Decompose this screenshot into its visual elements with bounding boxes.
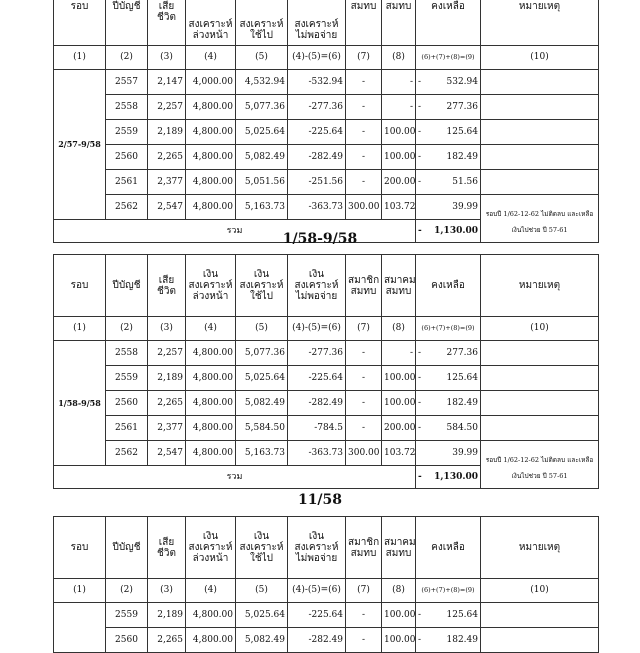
year-cell: 2561 bbox=[106, 170, 148, 195]
colnum: (6)+(7)+(8)=(9) bbox=[416, 317, 481, 341]
member-cell: - bbox=[346, 341, 382, 366]
used-cell: 5,082.49 bbox=[236, 145, 288, 170]
advance-cell: 4,800.00 bbox=[186, 441, 236, 466]
colnum: (1) bbox=[54, 317, 106, 341]
death-cell: 2,189 bbox=[148, 603, 186, 628]
table-row bbox=[54, 95, 599, 120]
used-cell: 5,077.36 bbox=[236, 341, 288, 366]
colnum: (4)-(5)=(6) bbox=[288, 317, 346, 341]
death-cell: 2,377 bbox=[148, 416, 186, 441]
col-advance-header: สงเคราะห์ ล่วงหน้า bbox=[186, 0, 236, 46]
used-cell: 5,025.64 bbox=[236, 366, 288, 391]
colnum: (8) bbox=[382, 579, 416, 603]
used-cell: 5,077.36 bbox=[236, 95, 288, 120]
short-cell: -532.94 bbox=[288, 70, 346, 95]
advance-cell: 4,800.00 bbox=[186, 603, 236, 628]
col-remain-header: คงเหลือ bbox=[416, 0, 481, 46]
sum-label: รวม bbox=[54, 466, 416, 489]
col-death-header: เสียชีวิต bbox=[148, 0, 186, 46]
table-2-57-9-58 bbox=[53, 0, 599, 243]
death-cell: 2,189 bbox=[148, 120, 186, 145]
col-advance-header: เงิน สงเคราะห์ ล่วงหน้า bbox=[186, 255, 236, 317]
table-row bbox=[54, 416, 599, 441]
remain-cell: - 51.56 bbox=[416, 170, 481, 195]
rob-cell bbox=[54, 603, 106, 653]
short-cell: -282.49 bbox=[288, 628, 346, 653]
colnum: (6)+(7)+(8)=(9) bbox=[416, 579, 481, 603]
colnum: (7) bbox=[346, 46, 382, 70]
col-year-header: ปีบัญชี bbox=[106, 255, 148, 317]
member-cell: - bbox=[346, 366, 382, 391]
table-row bbox=[54, 366, 599, 391]
remain-cell: - 125.64 bbox=[416, 603, 481, 628]
year-cell: 2562 bbox=[106, 195, 148, 220]
short-cell: -225.64 bbox=[288, 603, 346, 628]
assoc-cell: 100.00 bbox=[382, 120, 416, 145]
colnum-row bbox=[54, 46, 599, 70]
colnum: (8) bbox=[382, 46, 416, 70]
col-used-header: เงิน สงเคราะห์ ใช้ไป bbox=[236, 517, 288, 579]
colnum: (3) bbox=[148, 579, 186, 603]
table-row bbox=[54, 120, 599, 145]
assoc-cell: - bbox=[382, 341, 416, 366]
death-cell: 2,265 bbox=[148, 628, 186, 653]
table-row bbox=[54, 391, 599, 416]
short-cell: -277.36 bbox=[288, 341, 346, 366]
col-short-header: เงิน สงเคราะห์ ไม่พอจ่าย bbox=[288, 517, 346, 579]
remain-cell: - 532.94 bbox=[416, 70, 481, 95]
year-cell: 2557 bbox=[106, 70, 148, 95]
header-row bbox=[54, 0, 599, 46]
member-cell: - bbox=[346, 628, 382, 653]
member-cell: - bbox=[346, 391, 382, 416]
death-cell: 2,547 bbox=[148, 441, 186, 466]
assoc-cell: 103.72 bbox=[382, 441, 416, 466]
short-cell: -225.64 bbox=[288, 366, 346, 391]
section-title-1-58-9-58: 1/58-9/58 bbox=[282, 231, 358, 247]
member-cell: 300.00 bbox=[346, 195, 382, 220]
table-11-58 bbox=[53, 516, 599, 653]
advance-cell: 4,800.00 bbox=[186, 366, 236, 391]
colnum: (3) bbox=[148, 317, 186, 341]
col-advance-header: เงิน สงเคราะห์ ล่วงหน้า bbox=[186, 517, 236, 579]
colnum-row bbox=[54, 317, 599, 341]
colnum: (1) bbox=[54, 46, 106, 70]
colnum: (4) bbox=[186, 579, 236, 603]
col-short-header: เงิน สงเคราะห์ ไม่พอจ่าย bbox=[288, 255, 346, 317]
col-death-header: เสียชีวิต bbox=[148, 517, 186, 579]
member-cell: - bbox=[346, 416, 382, 441]
remain-cell: 39.99 bbox=[416, 195, 481, 220]
col-used-header: สงเคราะห์ ใช้ไป bbox=[236, 0, 288, 46]
table-row bbox=[54, 441, 599, 466]
colnum: (6)+(7)+(8)=(9) bbox=[416, 46, 481, 70]
sum-label: รวม bbox=[54, 220, 416, 243]
assoc-cell: - bbox=[382, 70, 416, 95]
advance-cell: 4,800.00 bbox=[186, 120, 236, 145]
sum-value-cell: - 1,130.00 bbox=[416, 220, 481, 243]
member-cell: 300.00 bbox=[346, 441, 382, 466]
colnum: (4)-(5)=(6) bbox=[288, 579, 346, 603]
year-cell: 2558 bbox=[106, 341, 148, 366]
remain-cell: 39.99 bbox=[416, 441, 481, 466]
death-cell: 2,377 bbox=[148, 170, 186, 195]
colnum-row bbox=[54, 579, 599, 603]
remain-cell: - 584.50 bbox=[416, 416, 481, 441]
colnum: (2) bbox=[106, 46, 148, 70]
colnum: (7) bbox=[346, 579, 382, 603]
assoc-cell: 100.00 bbox=[382, 145, 416, 170]
col-short-header: สงเคราะห์ ไม่พอจ่าย bbox=[288, 0, 346, 46]
short-cell: -363.73 bbox=[288, 195, 346, 220]
used-cell: 5,082.49 bbox=[236, 628, 288, 653]
assoc-cell: 103.72 bbox=[382, 195, 416, 220]
advance-cell: 4,800.00 bbox=[186, 145, 236, 170]
short-cell: -363.73 bbox=[288, 441, 346, 466]
note-cell bbox=[481, 603, 599, 628]
col-member-header: สมทบ bbox=[346, 0, 382, 46]
assoc-cell: 100.00 bbox=[382, 391, 416, 416]
note-cell: รอบปี 1/62-12-62 ไม่ติดลบ และเหลือ bbox=[481, 195, 599, 220]
remain-cell: - 125.64 bbox=[416, 120, 481, 145]
col-used-header: เงิน สงเคราะห์ ใช้ไป bbox=[236, 255, 288, 317]
col-member-header: สมาชิก สมทบ bbox=[346, 255, 382, 317]
member-cell: - bbox=[346, 95, 382, 120]
remain-cell: - 125.64 bbox=[416, 366, 481, 391]
colnum: (10) bbox=[481, 579, 599, 603]
remain-cell: - 182.49 bbox=[416, 391, 481, 416]
table-row bbox=[54, 70, 599, 95]
year-cell: 2560 bbox=[106, 628, 148, 653]
year-cell: 2559 bbox=[106, 603, 148, 628]
remain-cell: - 277.36 bbox=[416, 95, 481, 120]
col-year-header: ปีบัญชี bbox=[106, 517, 148, 579]
col-note-header: หมายเหตุ bbox=[481, 517, 599, 579]
year-cell: 2561 bbox=[106, 416, 148, 441]
member-cell: - bbox=[346, 70, 382, 95]
note-cell bbox=[481, 366, 599, 391]
note-cell bbox=[481, 120, 599, 145]
advance-cell: 4,800.00 bbox=[186, 95, 236, 120]
header-row bbox=[54, 517, 599, 579]
death-cell: 2,147 bbox=[148, 70, 186, 95]
colnum: (5) bbox=[236, 46, 288, 70]
table-row bbox=[54, 170, 599, 195]
rob-cell: 1/58-9/58 bbox=[54, 341, 106, 466]
member-cell: - bbox=[346, 145, 382, 170]
note-cell bbox=[481, 95, 599, 120]
used-cell: 5,163.73 bbox=[236, 195, 288, 220]
used-cell: 5,051.56 bbox=[236, 170, 288, 195]
used-cell: 5,025.64 bbox=[236, 603, 288, 628]
colnum: (4) bbox=[186, 46, 236, 70]
col-remain-header: คงเหลือ bbox=[416, 517, 481, 579]
colnum: (10) bbox=[481, 317, 599, 341]
note-cell bbox=[481, 416, 599, 441]
assoc-cell: - bbox=[382, 95, 416, 120]
assoc-cell: 100.00 bbox=[382, 603, 416, 628]
col-rob-header: รอบ bbox=[54, 255, 106, 317]
colnum: (4) bbox=[186, 317, 236, 341]
note-cell: รอบปี 1/62-12-62 ไม่ติดลบ และเหลือ bbox=[481, 441, 599, 466]
short-cell: -282.49 bbox=[288, 391, 346, 416]
assoc-cell: 200.00 bbox=[382, 170, 416, 195]
table-row bbox=[54, 603, 599, 628]
header-row bbox=[54, 255, 599, 317]
member-cell: - bbox=[346, 603, 382, 628]
note-cell bbox=[481, 341, 599, 366]
advance-cell: 4,800.00 bbox=[186, 195, 236, 220]
used-cell: 5,584.50 bbox=[236, 416, 288, 441]
table-row bbox=[54, 628, 599, 653]
member-cell: - bbox=[346, 170, 382, 195]
colnum: (3) bbox=[148, 46, 186, 70]
note-cell bbox=[481, 628, 599, 653]
death-cell: 2,257 bbox=[148, 341, 186, 366]
short-cell: -282.49 bbox=[288, 145, 346, 170]
short-cell: -251.56 bbox=[288, 170, 346, 195]
colnum: (1) bbox=[54, 579, 106, 603]
member-cell: - bbox=[346, 120, 382, 145]
assoc-cell: 100.00 bbox=[382, 366, 416, 391]
table-row bbox=[54, 145, 599, 170]
year-cell: 2559 bbox=[106, 120, 148, 145]
used-cell: 5,163.73 bbox=[236, 441, 288, 466]
rob-cell: 2/57-9/58 bbox=[54, 70, 106, 220]
section-title-11-58: 11/58 bbox=[297, 492, 343, 508]
short-cell: -225.64 bbox=[288, 120, 346, 145]
death-cell: 2,257 bbox=[148, 95, 186, 120]
advance-cell: 4,800.00 bbox=[186, 628, 236, 653]
year-cell: 2560 bbox=[106, 391, 148, 416]
assoc-cell: 100.00 bbox=[382, 628, 416, 653]
death-cell: 2,189 bbox=[148, 366, 186, 391]
colnum: (7) bbox=[346, 317, 382, 341]
death-cell: 2,547 bbox=[148, 195, 186, 220]
sum-row bbox=[54, 466, 599, 489]
col-note-header: หมายเหตุ bbox=[481, 0, 599, 46]
note-cell bbox=[481, 70, 599, 95]
death-cell: 2,265 bbox=[148, 391, 186, 416]
col-assoc-header: สมาคม สมทบ bbox=[382, 255, 416, 317]
advance-cell: 4,800.00 bbox=[186, 416, 236, 441]
note-cell bbox=[481, 170, 599, 195]
death-cell: 2,265 bbox=[148, 145, 186, 170]
col-year-header: ปีบัญชี bbox=[106, 0, 148, 46]
colnum: (2) bbox=[106, 317, 148, 341]
col-member-header: สมาชิก สมทบ bbox=[346, 517, 382, 579]
colnum: (4)-(5)=(6) bbox=[288, 46, 346, 70]
sum-value-cell: - 1,130.00 bbox=[416, 466, 481, 489]
remain-cell: - 277.36 bbox=[416, 341, 481, 366]
used-cell: 5,025.64 bbox=[236, 120, 288, 145]
advance-cell: 4,800.00 bbox=[186, 391, 236, 416]
short-cell: -784.5 bbox=[288, 416, 346, 441]
year-cell: 2558 bbox=[106, 95, 148, 120]
col-rob-header: รอบ bbox=[54, 0, 106, 46]
remain-cell: - 182.49 bbox=[416, 628, 481, 653]
remain-cell: - 182.49 bbox=[416, 145, 481, 170]
table-row bbox=[54, 195, 599, 220]
col-death-header: เสียชีวิต bbox=[148, 255, 186, 317]
colnum: (10) bbox=[481, 46, 599, 70]
sum-note: เงินไปช่วย ปี 57-61 bbox=[481, 220, 599, 243]
col-assoc-header: สมทบ bbox=[382, 0, 416, 46]
year-cell: 2562 bbox=[106, 441, 148, 466]
table-1-58-9-58 bbox=[53, 254, 599, 489]
colnum: (8) bbox=[382, 317, 416, 341]
used-cell: 5,082.49 bbox=[236, 391, 288, 416]
assoc-cell: 200.00 bbox=[382, 416, 416, 441]
col-rob-header: รอบ bbox=[54, 517, 106, 579]
colnum: (5) bbox=[236, 317, 288, 341]
col-assoc-header: สมาคม สมทบ bbox=[382, 517, 416, 579]
short-cell: -277.36 bbox=[288, 95, 346, 120]
advance-cell: 4,000.00 bbox=[186, 70, 236, 95]
note-cell bbox=[481, 391, 599, 416]
note-cell bbox=[481, 145, 599, 170]
year-cell: 2559 bbox=[106, 366, 148, 391]
advance-cell: 4,800.00 bbox=[186, 341, 236, 366]
sum-note: เงินไปช่วย ปี 57-61 bbox=[481, 466, 599, 489]
table-row bbox=[54, 341, 599, 366]
colnum: (5) bbox=[236, 579, 288, 603]
advance-cell: 4,800.00 bbox=[186, 170, 236, 195]
colnum: (2) bbox=[106, 579, 148, 603]
year-cell: 2560 bbox=[106, 145, 148, 170]
used-cell: 4,532.94 bbox=[236, 70, 288, 95]
col-note-header: หมายเหตุ bbox=[481, 255, 599, 317]
col-remain-header: คงเหลือ bbox=[416, 255, 481, 317]
